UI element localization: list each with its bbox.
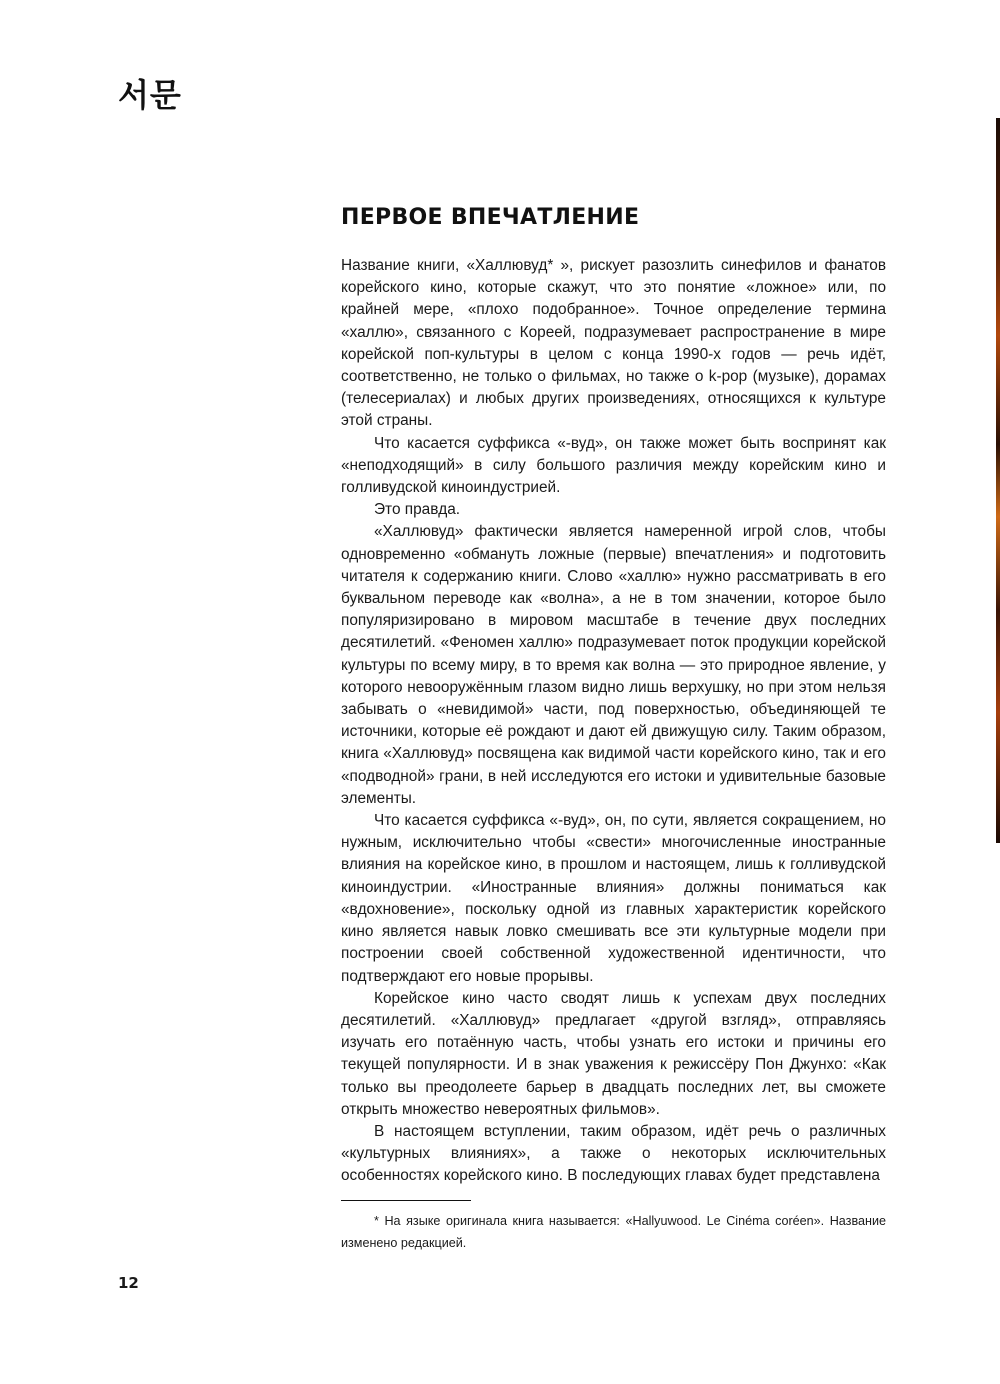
main-content bbox=[341, 205, 886, 1188]
paragraph: В настоящем вступлении, таким образом, идёт речь о различных «культурных влияниях», а также о некоторых исключительных особенностях корейского кино. В последующих главах будет представлена bbox=[341, 1122, 886, 1185]
body-text bbox=[341, 255, 886, 1188]
paragraph: Корейское кино часто сводят лишь к успехам двух последних десятилетий. «Халлювуд» предлагает «другой взгляд», отправляясь изучать его потаённую часть, чтобы узнать его истоки и причины его текущей популярности. И в знак уважения к режиссёру Пон Джунхо: «Как только вы преодолеете барьер в двадцать последних лет, вы сможете открыть множество невероятных фильмов». bbox=[341, 989, 886, 1118]
paragraph: Это правда. bbox=[374, 501, 461, 519]
chapter-label: 서문 bbox=[118, 76, 182, 114]
paragraph: «Халлювуд» фактически является намеренной игрой слов, чтобы одновременно «обмануть ложные (первые) впечатления» и подготовить читателя к содержанию книги. Слово «халлю» нужно рассматривать в его буквальном переводе как «волна», а не в том значении, которое было популяризировано в мировом масштабе в течение двух последних десятилетий. «Феномен халлю» подразумевает поток продукции корейской культуры по всему миру, в то время как волна — это природное явление, у которого невооружённым глазом видно лишь верхушку, но при этом нельзя забывать о «невидимой» части, под поверхностью, объединяющей те источники, которые её рождают и дают ей движущую силу. Таким образом, книга «Халлювуд» посвящена как видимой части корейского кино, так и его «подводной» грани, в ней исследуются его истоки и удивительные базовые элементы. bbox=[341, 523, 886, 807]
footnote: * На языке оригинала книга называется: «Hallyuwood. Le Cinéma coréen». Название изменено редакцией. bbox=[341, 1214, 886, 1250]
page-number: 12 bbox=[118, 1274, 139, 1292]
footnote-divider bbox=[341, 1200, 471, 1201]
paragraph: Что касается суффикса «-вуд», он также может быть воспринят как «неподходящий» в силу большого различия между корейским кино и голливудской киноиндустрией. bbox=[341, 434, 886, 497]
page-edge-image-strip bbox=[996, 118, 1000, 843]
section-title: ПЕРВОЕ ВПЕЧАТЛЕНИЕ bbox=[341, 205, 640, 230]
paragraph: Что касается суффикса «-вуд», он, по сути, является сокращением, но нужным, исключительно чтобы «свести» многочисленные иностранные влияния на корейское кино, в прошлом и настоящем, лишь к голливудской киноиндустрии. «Иностранные влияния» должны пониматься как «вдохновение», поскольку одной из главных характеристик корейского кино является навык ловко смешивать все эти культурные модели при построении своей собственной художественной идентичности, что подтверждают его новые прорывы. bbox=[341, 812, 886, 985]
paragraph: Название книги, «Халлювуд* », рискует разозлить синефилов и фанатов корейского кино, которые скажут, что это понятие «ложное» или, по крайней мере, «плохо подобранное». Точное определение термина «халлю», связанного с Кореей, подразумевает распространение в мире корейской поп-культуры в целом с конца 1990-х годов — речь идёт, соответственно, не только о фильмах, но также о k-pop (музыке), дорамах (телесериалах) и любых других произведениях, относящихся к культуре этой страны. bbox=[341, 257, 886, 430]
